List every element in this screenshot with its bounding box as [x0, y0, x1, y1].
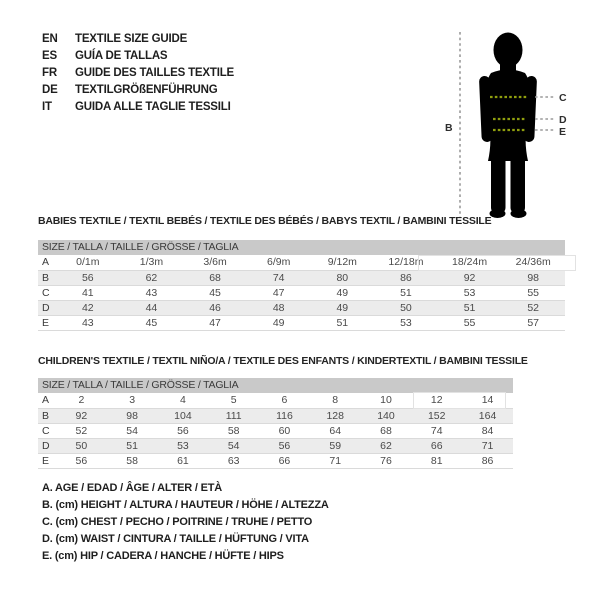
- size-value-cell: 51: [400, 286, 412, 299]
- size-value-cell: 55: [527, 286, 540, 299]
- babies-size-header: SIZE / TALLA / TAILLE / GRÖSSE / TAGLIA: [38, 240, 565, 255]
- size-value-cell: 152: [427, 409, 446, 422]
- size-value-cell: 66: [430, 439, 443, 452]
- language-row: [42, 98, 234, 115]
- size-value-cell: 14: [481, 394, 494, 407]
- size-value-cell: 98: [126, 409, 138, 422]
- language-row: [42, 64, 234, 81]
- size-value-cell: 49: [272, 316, 285, 329]
- language-code: DE: [42, 83, 58, 96]
- row-label: D: [42, 439, 50, 452]
- size-value-cell: 92: [75, 409, 88, 422]
- size-value-cell: 74: [430, 424, 443, 437]
- size-value-cell: 61: [177, 454, 189, 467]
- size-value-cell: 56: [75, 454, 88, 467]
- size-value-cell: 43: [81, 316, 94, 329]
- size-table-row: [38, 255, 565, 270]
- size-value-cell: 80: [336, 271, 349, 284]
- height-label: B: [445, 122, 453, 134]
- size-value-cell: 74: [272, 271, 285, 284]
- size-value-cell: 140: [377, 409, 395, 422]
- size-value-cell: 3: [129, 394, 136, 407]
- size-value-cell: 5: [230, 394, 237, 407]
- guide-title: GUÍA DE TALLAS: [75, 49, 168, 62]
- legend-line-age: A. AGE / EDAD / ÂGE / ALTER / ETÀ: [42, 482, 223, 494]
- size-value-cell: 86: [400, 271, 412, 284]
- size-value-cell: 84: [481, 424, 494, 437]
- size-value-cell: 58: [126, 454, 138, 467]
- size-value-cell: 71: [329, 454, 342, 467]
- size-value-cell: 98: [527, 271, 540, 284]
- size-value-cell: 51: [126, 439, 138, 452]
- language-row: [42, 81, 234, 98]
- size-value-cell: 164: [478, 409, 497, 422]
- size-table-row: [38, 453, 513, 468]
- row-label: B: [42, 409, 50, 422]
- size-value-cell: 2: [78, 394, 85, 407]
- size-value-cell: 46: [209, 301, 221, 314]
- size-value-cell: 47: [272, 286, 285, 299]
- size-value-cell: 68: [380, 424, 392, 437]
- size-value-cell: 51: [463, 301, 476, 314]
- size-value-cell: 62: [145, 271, 158, 284]
- size-value-cell: 56: [177, 424, 189, 437]
- size-value-cell: 49: [336, 286, 349, 299]
- size-value-cell: 47: [209, 316, 221, 329]
- row-label: A: [42, 394, 50, 407]
- size-value-cell: 51: [336, 316, 349, 329]
- language-code: IT: [42, 100, 52, 113]
- size-value-cell: 64: [329, 424, 342, 437]
- size-value-cell: 92: [463, 271, 476, 284]
- row-label: B: [42, 271, 50, 284]
- size-value-cell: 54: [126, 424, 138, 437]
- children-section-title: CHILDREN'S TEXTILE / TEXTIL NIÑO/A / TEXTILE DES ENFANTS / KINDERTEXTIL / BAMBINI TESSILE: [38, 355, 528, 367]
- children-size-header: SIZE / TALLA / TAILLE / GRÖSSE / TAGLIA: [38, 378, 513, 393]
- size-value-cell: 128: [326, 409, 344, 422]
- size-value-cell: 58: [227, 424, 240, 437]
- size-table-row: [38, 393, 513, 408]
- babies-size-table: [38, 255, 565, 331]
- size-table-row: [38, 285, 565, 300]
- size-value-cell: 48: [272, 301, 285, 314]
- size-value-cell: 57: [527, 316, 540, 329]
- size-value-cell: 55: [463, 316, 476, 329]
- size-value-cell: 53: [400, 316, 412, 329]
- guide-title: TEXTILGRÖßENFÜHRUNG: [75, 83, 218, 96]
- measurement-figure: [438, 14, 600, 230]
- size-value-cell: 71: [481, 439, 494, 452]
- size-value-cell: 50: [75, 439, 88, 452]
- language-code: FR: [42, 66, 57, 79]
- language-row: [42, 47, 234, 64]
- size-value-cell: 116: [276, 409, 293, 422]
- measurement-legend: [42, 482, 329, 567]
- waist-label: D: [559, 114, 567, 126]
- size-value-cell: 62: [380, 439, 392, 452]
- size-value-cell: 6/9m: [267, 256, 291, 269]
- size-value-cell: 63: [227, 454, 240, 467]
- size-value-cell: 60: [278, 424, 291, 437]
- language-code: EN: [42, 32, 58, 45]
- row-label: A: [42, 256, 50, 269]
- size-value-cell: 81: [430, 454, 443, 467]
- size-value-cell: 42: [81, 301, 94, 314]
- size-table-row: [38, 300, 565, 315]
- babies-section-title: BABIES TEXTILE / TEXTIL BEBÉS / TEXTILE DES BÉBÉS / BABYS TEXTIL / BAMBINI TESSILE: [38, 215, 492, 227]
- size-table-row: [38, 423, 513, 438]
- size-table-row: [38, 408, 513, 423]
- row-label: E: [42, 454, 50, 467]
- size-value-cell: 68: [209, 271, 221, 284]
- guide-title: GUIDA ALLE TAGLIE TESSILI: [75, 100, 231, 113]
- size-value-cell: 10: [380, 394, 392, 407]
- legend-line-chest: C. (cm) CHEST / PECHO / POITRINE / TRUHE / PETTO: [42, 516, 313, 528]
- size-value-cell: 50: [400, 301, 412, 314]
- size-value-cell: 56: [81, 271, 94, 284]
- size-value-cell: 3/6m: [203, 256, 227, 269]
- size-value-cell: 52: [75, 424, 88, 437]
- size-value-cell: 45: [209, 286, 221, 299]
- guide-title: TEXTILE SIZE GUIDE: [75, 32, 188, 45]
- size-value-cell: 43: [145, 286, 158, 299]
- size-value-cell: 8: [332, 394, 339, 407]
- guide-title: GUIDE DES TAILLES TEXTILE: [75, 66, 234, 79]
- size-value-cell: 111: [225, 409, 242, 422]
- size-value-cell: 41: [81, 286, 94, 299]
- size-value-cell: 49: [336, 301, 349, 314]
- size-value-cell: 6: [281, 394, 288, 407]
- row-label: E: [42, 316, 50, 329]
- child-body-shape: [479, 33, 537, 219]
- child-silhouette-icon: [438, 14, 600, 230]
- size-value-cell: 1/3m: [139, 256, 164, 269]
- language-row: [42, 30, 234, 47]
- size-value-cell: 86: [481, 454, 494, 467]
- chest-label: C: [559, 92, 567, 104]
- size-value-cell: 45: [145, 316, 158, 329]
- size-value-cell: 9/12m: [327, 256, 357, 269]
- size-table-row: [38, 438, 513, 453]
- size-value-cell: 56: [278, 439, 291, 452]
- size-value-cell: 66: [278, 454, 291, 467]
- size-value-cell: 4: [179, 394, 186, 407]
- legend-line-waist: D. (cm) WAIST / CINTURA / TAILLE / HÜFTUNG / VITA: [42, 533, 309, 545]
- size-value-cell: 104: [174, 409, 192, 422]
- size-value-cell: 12: [430, 394, 443, 407]
- size-value-cell: 0/1m: [76, 256, 100, 269]
- legend-line-height: B. (cm) HEIGHT / ALTURA / HAUTEUR / HÖHE / ALTEZZA: [42, 499, 329, 511]
- size-table-row: [38, 270, 565, 285]
- size-value-cell: 18/24m: [452, 256, 488, 269]
- row-label: C: [42, 424, 50, 437]
- size-value-cell: 53: [177, 439, 189, 452]
- legend-line-hip: E. (cm) HIP / CADERA / HANCHE / HÜFTE / HIPS: [42, 550, 284, 562]
- size-value-cell: 44: [145, 301, 158, 314]
- size-value-cell: 53: [463, 286, 476, 299]
- language-title-list: [42, 30, 234, 115]
- size-value-cell: 59: [329, 439, 342, 452]
- row-label: C: [42, 286, 50, 299]
- row-label: D: [42, 301, 50, 314]
- language-code: ES: [42, 49, 57, 62]
- children-size-table: [38, 393, 513, 469]
- hip-label: E: [559, 126, 567, 138]
- size-value-cell: 12/18m: [388, 256, 424, 269]
- size-value-cell: 54: [227, 439, 240, 452]
- size-value-cell: 52: [527, 301, 540, 314]
- size-table-row: [38, 315, 565, 330]
- size-value-cell: 24/36m: [515, 256, 551, 269]
- size-value-cell: 76: [380, 454, 392, 467]
